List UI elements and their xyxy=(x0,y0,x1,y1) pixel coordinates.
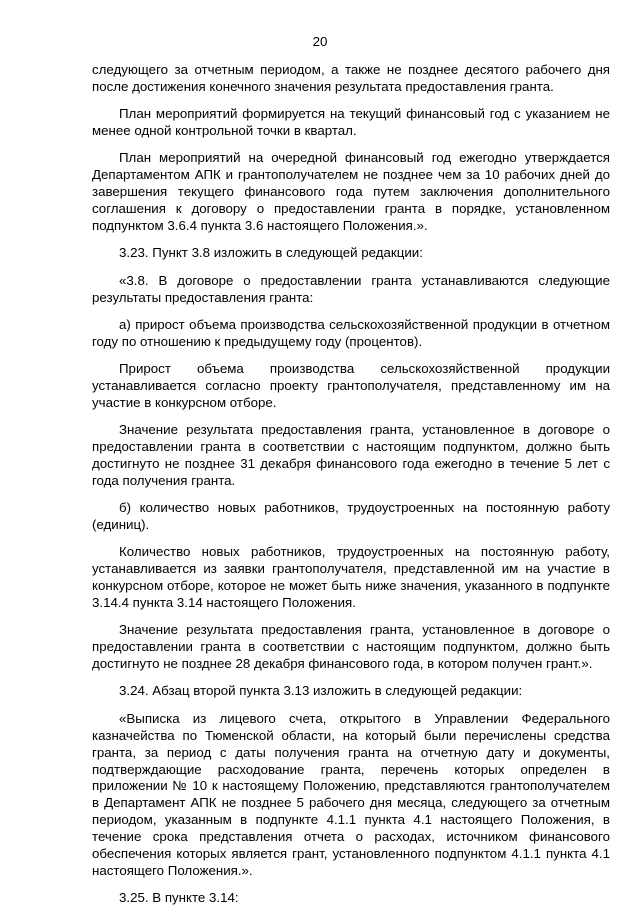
paragraph: 3.25. В пункте 3.14: xyxy=(119,890,239,906)
page-number: 20 xyxy=(312,34,328,49)
document-body xyxy=(92,62,610,918)
paragraph: Прирост объема производства сельскохозяйственной продукции устанавливается согласно проекту грантополучателя, представленному им на участие в конкурсном отборе. xyxy=(92,361,610,410)
paragraph: План мероприятий на очередной финансовый год ежегодно утверждается Департаментом АПК и грантополучателем не позднее чем за 10 рабочих дней до завершения текущего финансового года путем заключения дополнительного соглашения к договору о предоставлении гранта в порядке, установленном подпунктом 3.6.4 пункта 3.6 настоящего Положения.». xyxy=(92,150,610,234)
paragraph-continuation: следующего за отчетным периодом, а также не позднее десятого рабочего дня после достижения конечного значения результата предоставления гранта. xyxy=(92,62,610,94)
paragraph: 3.24. Абзац второй пункта 3.13 изложить в следующей редакции: xyxy=(119,683,523,699)
paragraph: а) прирост объема производства сельскохозяйственной продукции в отчетном году по отношению к предыдущему году (процентов). xyxy=(92,316,610,349)
paragraph: «3.8. В договоре о предоставлении гранта устанавливаются следующие результаты предоставления гранта: xyxy=(92,272,610,305)
paragraph: «Выписка из лицевого счета, открытого в Управлении Федерального казначейства по Тюменской области, на который были перечислены средства гранта, за период с даты получения гранта на отчетную дату и документы, подтверждающие расходование гранта, перечень которых определен в приложении № 10 к настоящему Положению, представляются грантополучателем в Департамент АПК не позднее 5 рабочего дня месяца, следующего за отчетным периодом, указанным в подпункте 4.1.1 пункта 4.1 настоящего Положения, в течение срока представления отчета о расходах, источником финансового обеспечения которых является грант, установленного подпунктом 4.1.1 пункта 4.1 настоящего Положения.». xyxy=(92,710,610,878)
paragraph: Количество новых работников, трудоустроенных на постоянную работу, устанавливается из заявки грантополучателя, представленной им на участие в конкурсном отборе, которое не может быть ниже значения, указанного в подпункте 3.14.4 пункта 3.14 настоящего Положения. xyxy=(92,544,610,611)
paragraph: Значение результата предоставления гранта, установленное в договоре о предоставлении гранта в соответствии с настоящим подпунктом, должно быть достигнуто не позднее 31 декабря финансового года ежегодно в течение 5 лет с года получения гранта. xyxy=(92,422,610,488)
paragraph: б) количество новых работников, трудоустроенных на постоянную работу (единиц). xyxy=(92,500,610,533)
paragraph: 3.23. Пункт 3.8 изложить в следующей редакции: xyxy=(119,245,423,261)
paragraph: Значение результата предоставления гранта, установленное в договоре о предоставлении гранта в соответствии с настоящим подпунктом, должно быть достигнуто не позднее 28 декабря финансового года, в котором получен грант.». xyxy=(92,622,610,672)
paragraph: План мероприятий формируется на текущий финансовый год с указанием не менее одной контрольной точки в квартал. xyxy=(92,106,610,139)
